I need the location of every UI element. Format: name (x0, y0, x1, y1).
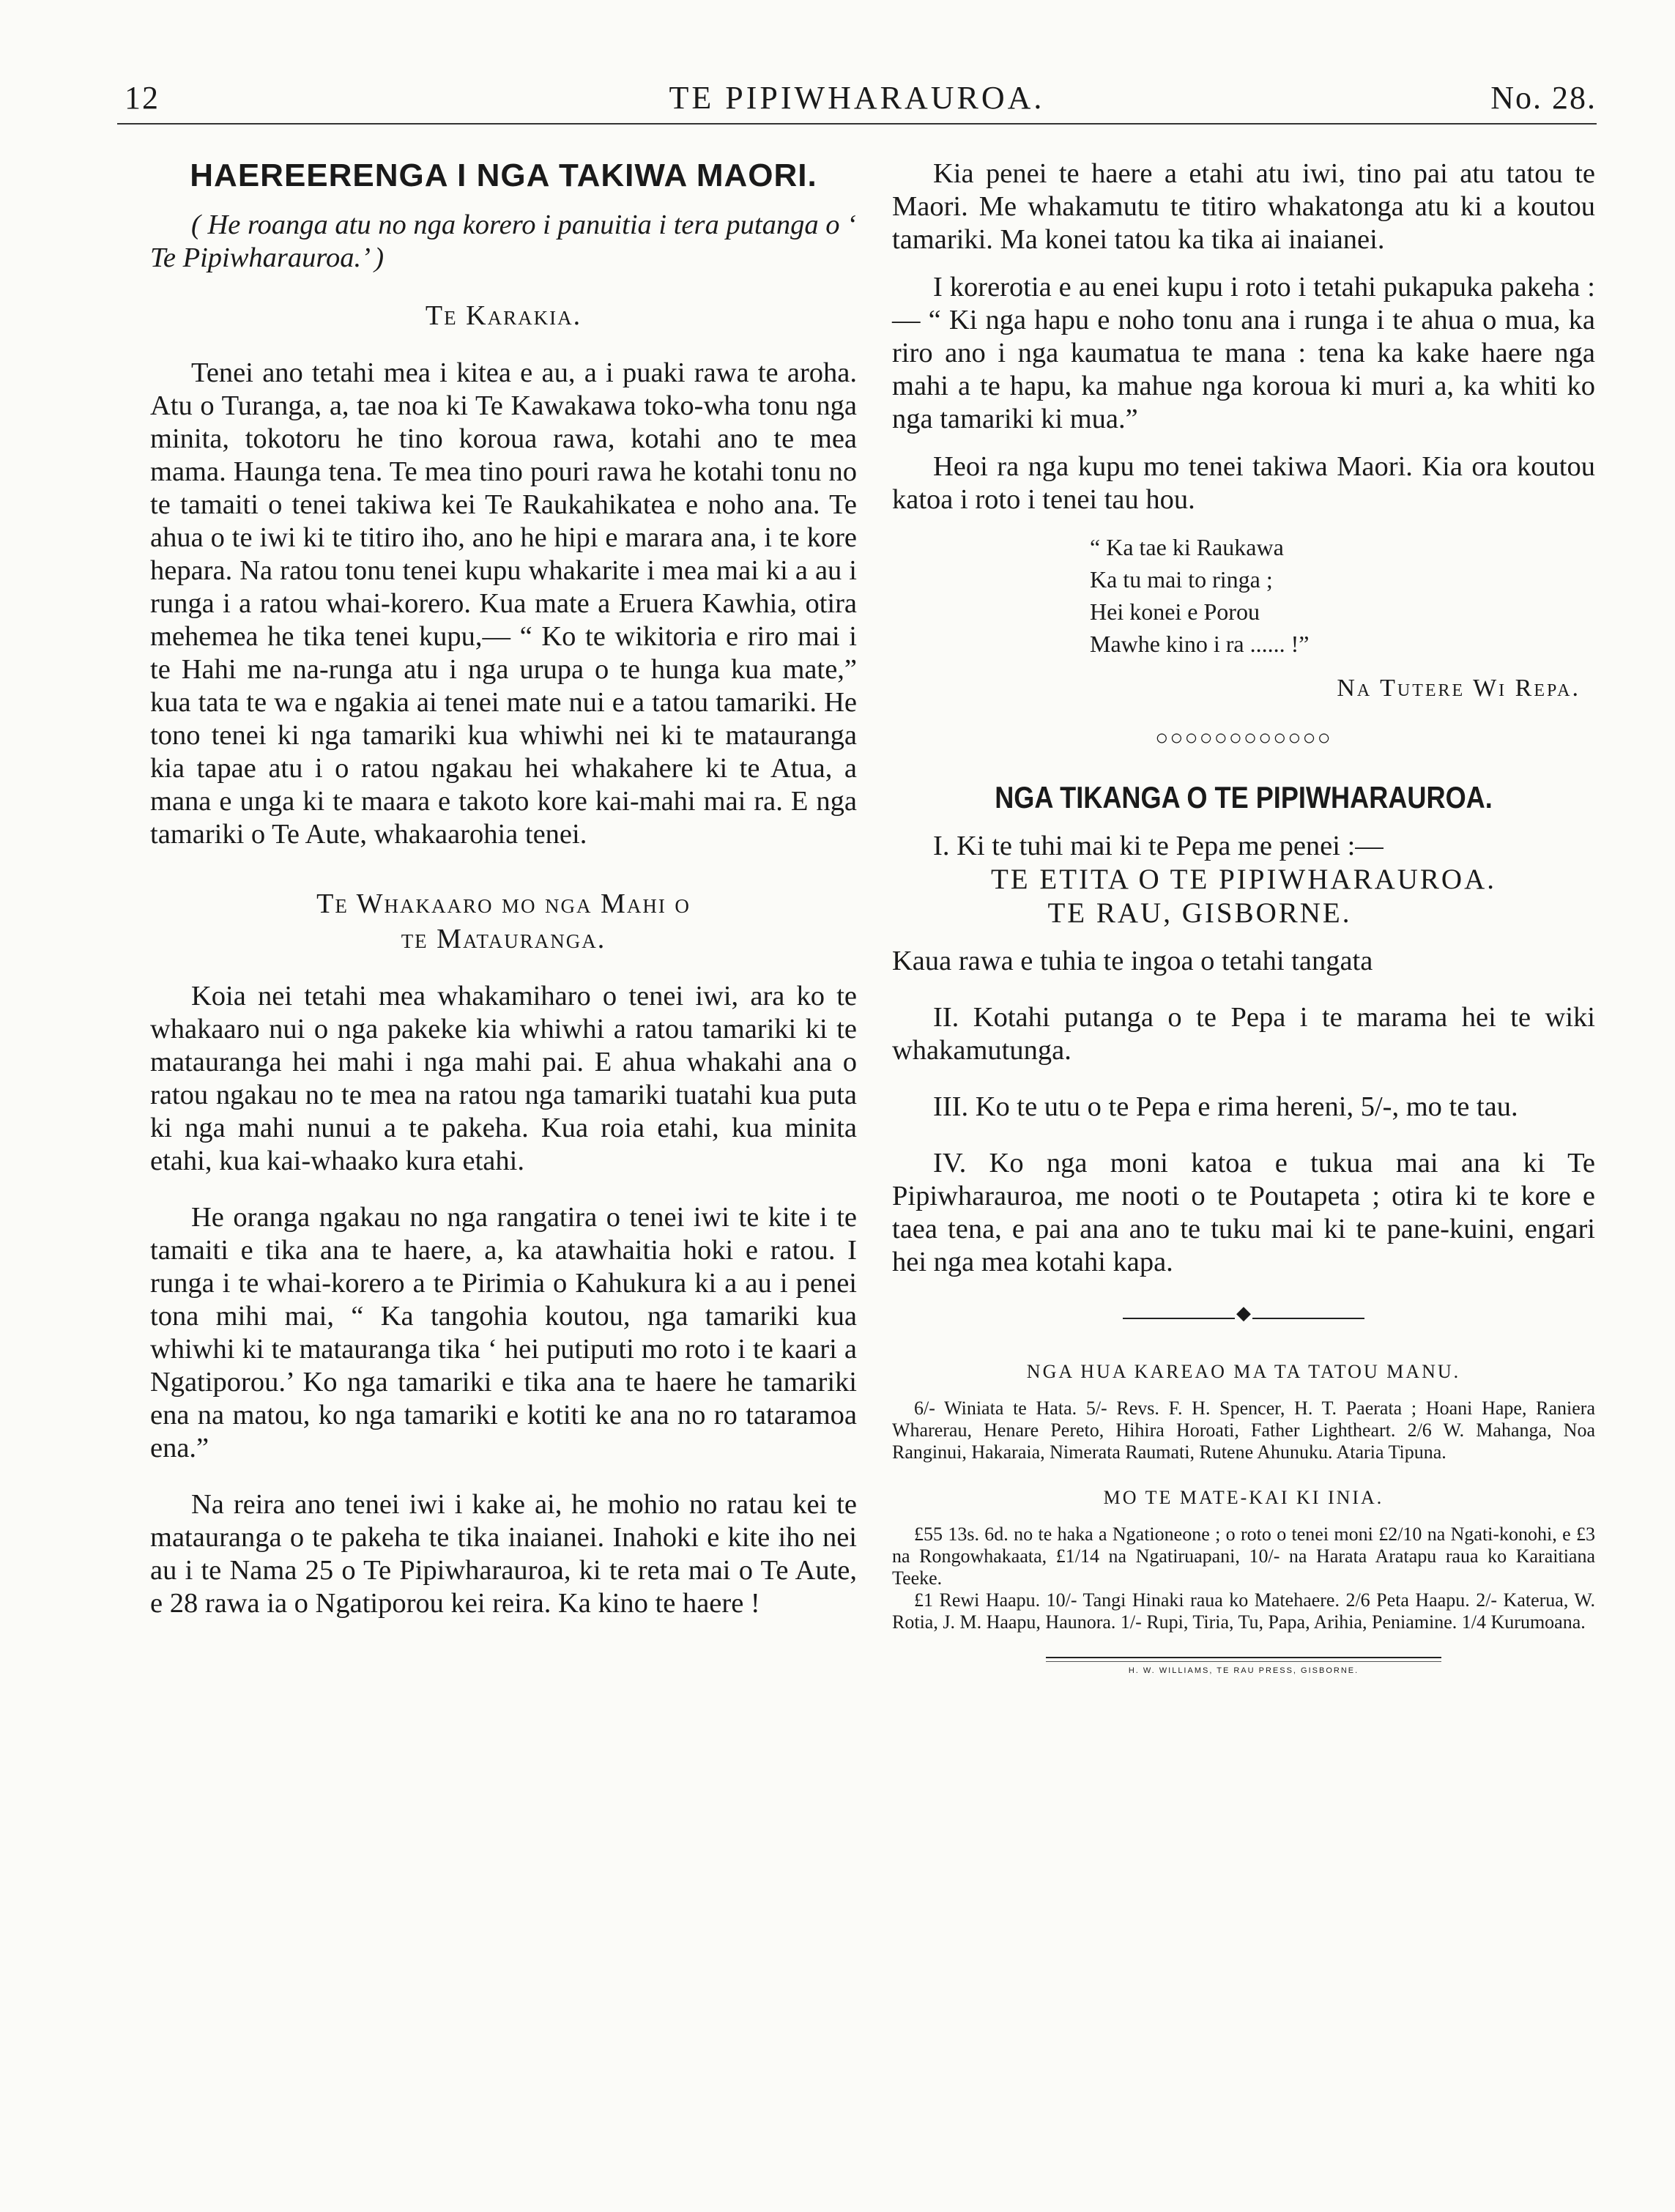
issue-number: No. 28. (1490, 80, 1597, 116)
footer-rule (1046, 1661, 1441, 1662)
poem-line: Mawhe kino i ra ...... !” (1090, 631, 1310, 657)
article-subtitle: ( He roanga atu no nga korero i panuitia i tera putanga o ‘ Te Pipiwharauroa.’ ) (150, 209, 856, 273)
diamond-icon: ◆ (1236, 1302, 1251, 1324)
ornament-divider: ○○○○○○○○○○○○ (1155, 726, 1332, 750)
page-header (117, 76, 1597, 125)
signature: Na Tutere Wi Repa. (1337, 675, 1581, 702)
famine-heading: MO TE MATE-KAI KI INIA. (1103, 1487, 1384, 1508)
section-title-karakia: Te Karakia. (425, 300, 582, 331)
section-title-matauranga-2: te Matauranga. (401, 924, 606, 954)
ornamental-rule (1123, 1302, 1364, 1326)
running-title: TE PIPIWHARAUROA. (669, 80, 1045, 116)
rule-item: II. Kotahi putanga o te Pepa i te marama hei te wiki whakamutunga. (892, 1002, 1595, 1066)
right-column (892, 157, 1595, 1675)
rule-item: IV. Ko nga moni katoa e tukua mai ana ki Te Pipiwharauroa, me nooti o te Poutapeta ; otira ki te kore e taea tena, e pai ana ano te tuku mai ki te pane-kuini, engari hei nga mea kotahi kapa. (892, 1148, 1595, 1277)
rule-item: Kaua rawa e tuhia te ingoa o tetahi tangata (892, 946, 1373, 976)
left-column (150, 157, 857, 1620)
famine-list: £55 13s. 6d. no te haka a Ngationeone ; o roto o tenei moni £2/10 na Ngati-konohi, e £3 na Rongowhakaata, £1/14 na Ngatiruapani, 10/- na Harata Aratapu raua ko Karaitiana Teeke. (892, 1523, 1595, 1589)
receipts-list: 6/- Winiata te Hata. 5/- Revs. F. H. Spencer, H. T. Paerata ; Hoani Hape, Raniera Wharerau, Henare Pereto, Hihira Horoati, Father Lightheart. 2/6 W. Mahanga, Noa Ranginui, Hakaraia, Nimerata Raumati, Rutene Ahunuku. Ataria Tipuna. (892, 1398, 1595, 1463)
page-number: 12 (125, 80, 160, 116)
paragraph: I korerotia e au enei kupu i roto i tetahi pukapuka pakeha :— “ Ki nga hapu e noho tonu ana i runga i te ahua o mua, ka riro ano i nga kaumatua te mana : tena ka kake haere nga mahi a te hapu, ka mahue nga koroua ki muri a, ka whiti ko nga tamariki ki mua.” (892, 272, 1595, 434)
rules-heading: NGA TIKANGA O TE PIPIWHARAUROA. (995, 780, 1493, 814)
paragraph: Kia penei te haere a etahi atu iwi, tino pai atu tatou te Maori. Me whakamutu te titiro whakatonga atu ki a koutou tamariki. Ma konei tatou ka tika ai inaianei. (892, 158, 1595, 255)
address-line: TE RAU, GISBORNE. (1047, 897, 1352, 929)
receipts-heading: NGA HUA KAREAO MA TA TATOU MANU. (1026, 1361, 1461, 1382)
poem (1090, 531, 1595, 660)
rule-item: III. Ko te utu o te Pepa e rima hereni, 5/-, mo te tau. (933, 1091, 1518, 1122)
famine-list: £1 Rewi Haapu. 10/- Tangi Hinaki raua ko Matehaere. 2/6 Peta Haapu. 2/- Katerua, W. Rotia, J. M. Haapu, Haunora. 1/- Rupi, Tiria, Tu, Papa, Arihia, Peniamine. 1/4 Kurumoana. (892, 1589, 1595, 1633)
paragraph: Na reira ano tenei iwi i kake ai, he mohio no ratau kei te matauranga o te pakeha te tika inaianei. Inahoki e kite iho nei au i te Nama 25 o Te Pipiwharauroa, ki te reta mai o Te Aute, e 28 rawa ia o Ngatiporou kei reira. Ka kino te haere ! (150, 1489, 857, 1619)
paragraph: Koia nei tetahi mea whakamiharo o tenei iwi, ara ko te whakaaro nui o nga pakeke kia whiwhi a ratou tamariki ki te matauranga hei mahi i nga mahi pai. E ahua whakahi ana o ratou ngakau no te mea na ratou nga tamariki tuatahi kua puta ki nga mahi nunui a te pakeha. Kua roia etahi, kua minita etahi, kua kai-whaako kura etahi. (150, 981, 857, 1176)
footer-rule (1046, 1657, 1441, 1658)
paragraph: He oranga ngakau no nga rangatira o tenei iwi te kite i te tamaiti e tika ana te haere, a, ka atawhaitia hoki e ratou. I runga i te whai-korero a te Pirimia o Kahukura ki a au i penei tona mihi mai, “ Ka tangohia koutou, nga tamariki kua whiwhi ki te matauranga tika ‘ hei putiputi mo roto i te kaari a Ngatiporou.’ Ko nga tamariki e tika ana te haere he tamariki ena na matou, ko nga tamariki e kotiti ke ana no ro tataramoa ena.” (150, 1202, 857, 1463)
poem-line: Hei konei e Porou (1090, 598, 1260, 625)
poem-line: “ Ka tae ki Raukawa (1090, 534, 1284, 560)
poem-line: Ka tu mai to ringa ; (1090, 566, 1273, 593)
section-title-matauranga-1: Te Whakaaro mo nga Mahi o (316, 888, 691, 919)
rule-item: I. Ki te tuhi mai ki te Pepa me penei :— (933, 831, 1384, 861)
printer-imprint: H. W. WILLIAMS, TE RAU PRESS, GISBORNE. (1128, 1666, 1359, 1675)
paragraph: Heoi ra nga kupu mo tenei takiwa Maori. Kia ora koutou katoa i roto i tenei tau hou. (892, 451, 1595, 515)
address-line: TE ETITA O TE PIPIWHARAUROA. (990, 864, 1497, 895)
article-heading: HAEREERENGA I NGA TAKIWA MAORI. (190, 157, 817, 193)
paragraph: Tenei ano tetahi mea i kitea e au, a i puaki rawa te aroha. Atu o Turanga, a, tae noa ki Te Kawakawa toko-wha tonu nga minita, tokotoru he tino koroua rawa, kotahi ano te mea mama. Haunga tena. Te mea tino pouri rawa he kotahi tonu no te tamaiti o tenei takiwa kei Te Raukahikatea e noho ana. Te ahua o te iwi ki te titiro iho, ano he hipi e marara ana, i te kore hepara. Na ratou tonu tenei kupu whakarite i mea mai ki a au i runga i a ratou whai-korero. Kua mate a Eruera Kawhia, otira mehemea he tika tenei kupu,— “ Ko te wikitoria e riro mai i te Hahi me na-runga atu i nga urupa o te hunga kua mate,” kua tata te wa e ngakia ai tenei mate nui e a tatou tamariki. He tono tenei ki nga tamariki kua whiwhi nei ki te matauranga kia tapae atu i o ratou ngakau hei whakahere ki te Atua, a mana e unga ki te maara e takoto kore kai-mahi mai ra. E nga tamariki o Te Aute, whakaarohia tenei. (150, 357, 857, 850)
